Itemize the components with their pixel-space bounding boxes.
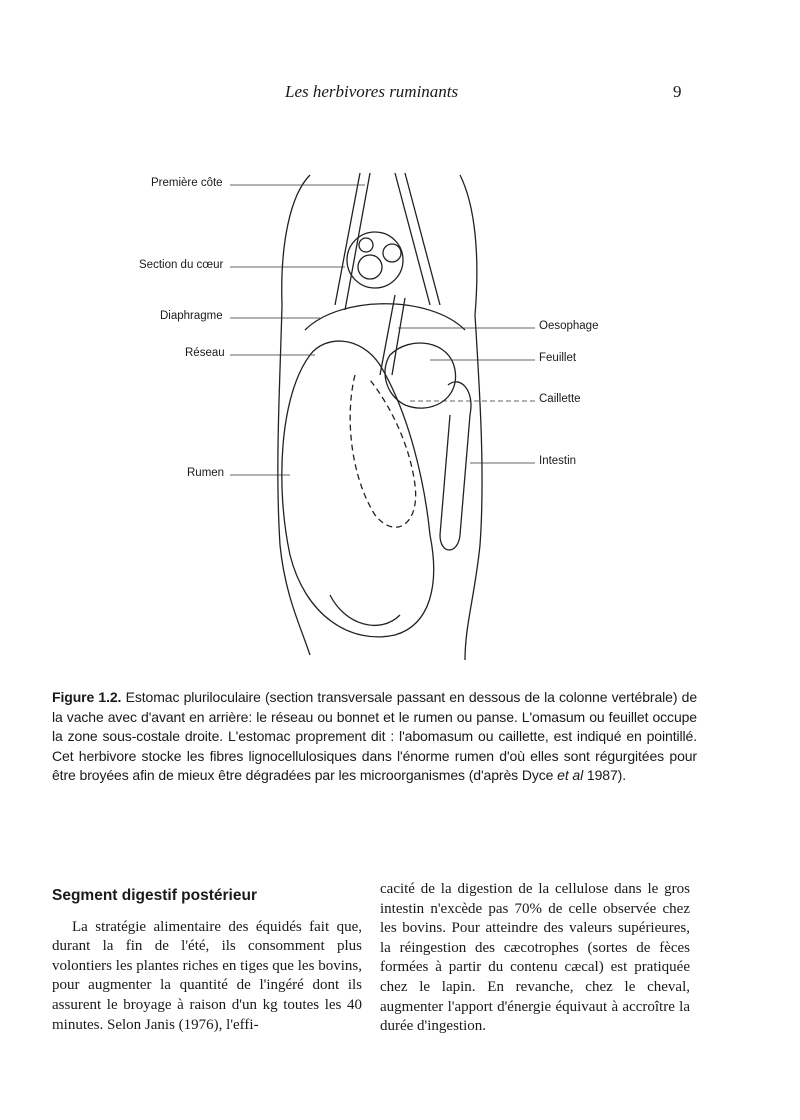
anatomical-figure xyxy=(130,155,610,675)
label-rumen: Rumen xyxy=(187,467,225,479)
caption-tail: 1987). xyxy=(583,767,626,783)
figure-label: Figure 1.2. xyxy=(52,689,122,705)
label-feuillet: Feuillet xyxy=(539,352,577,364)
figure-caption xyxy=(52,688,697,786)
section-title: Segment digestif postérieur xyxy=(52,887,257,904)
left-column xyxy=(52,880,362,1035)
caption-text: Estomac pluriloculaire (section transversale passant en dessous de la colonne vertébrale) de la vache avec d'avant en arrière: le réseau ou bonnet et le rumen ou panse. L'omasum ou feuillet occupe la zone sous-costale droite. L'estomac proprement dit : l'abomasum ou caillette, est indiqué en pointillé. Cet herbivore stocke les fibres lignocellulosiques dans l'énorme rumen d'où elles sont régurgitées pour être broyées afin de mieux être dégradées par les microorganismes (d'après Dyce xyxy=(52,689,698,783)
running-head xyxy=(0,80,800,110)
label-premiere-cote: Première côte xyxy=(151,177,223,189)
running-title: Les herbivores ruminants xyxy=(285,82,459,101)
label-intestin: Intestin xyxy=(539,455,577,467)
label-reseau: Réseau xyxy=(185,347,225,359)
label-section-coeur: Section du cœur xyxy=(139,259,224,271)
stomach-illustration xyxy=(130,155,610,675)
page-number: 9 xyxy=(673,82,682,101)
label-diaphragme: Diaphragme xyxy=(160,310,223,322)
caption-italic: et al xyxy=(557,767,584,783)
label-caillette: Caillette xyxy=(539,393,581,405)
right-column xyxy=(380,880,690,1037)
left-paragraph: La stratégie alimentaire des équidés fait que, durant la fin de l'été, ils consomment plus volontiers les plantes riches en tiges que les bovins, pour augmenter la quantité de l'ingéré dont ils assurent le broyage à raison d'un kg toutes les 40 minutes. Selon Janis (1976), l'effi- xyxy=(52,918,362,1033)
right-paragraph: cacité de la digestion de la cellulose dans le gros intestin n'excède pas 70% de celle observée chez les bovins. Pour atteindre des valeurs supérieures, la réingestion des cæcotrophes (sortes de fèces formées à partir du contenu cæcal) est pratiquée chez le lapin. En revanche, chez le cheval, augmenter l'apport d'énergie équivaut à accroître la durée d'ingestion. xyxy=(380,881,690,1035)
label-oesophage: Oesophage xyxy=(539,320,599,332)
